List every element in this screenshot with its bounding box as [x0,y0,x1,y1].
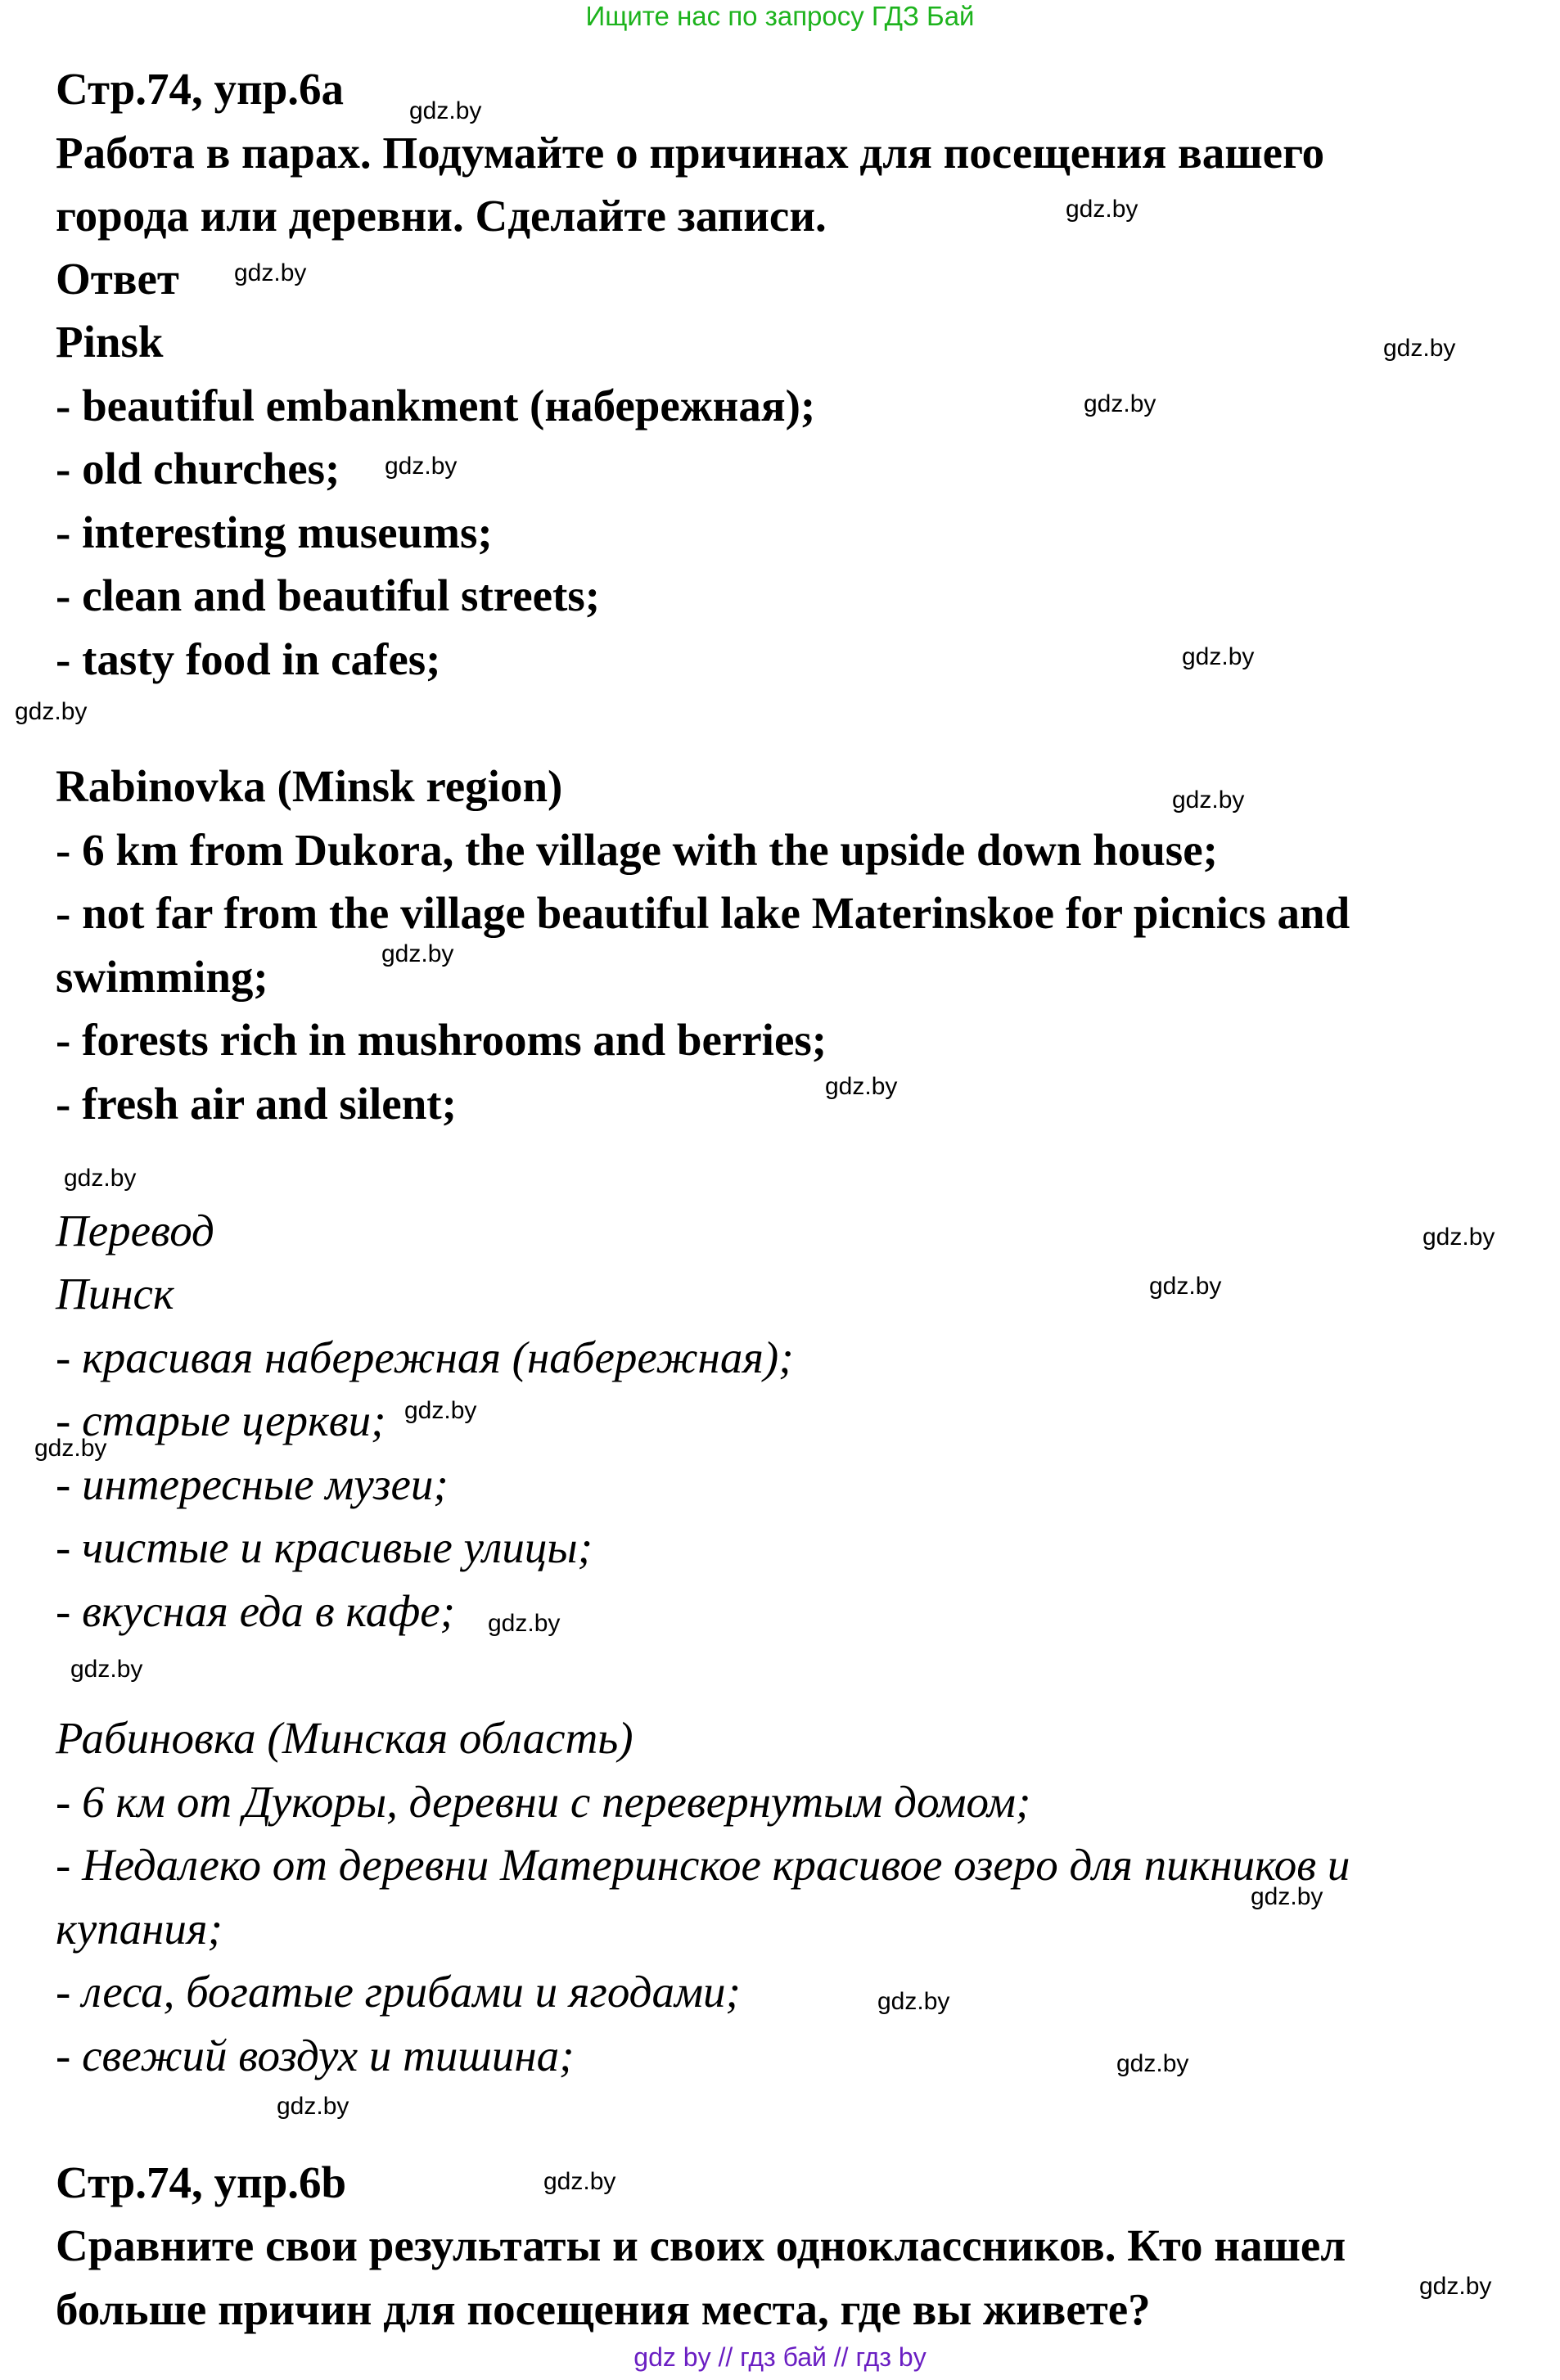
translation-label: Перевод [56,1206,214,1255]
watermark: gdz.by [1251,1883,1323,1910]
answer-label: Ответ [56,254,179,304]
watermark: gdz.by [877,1988,950,2015]
city2-name: Rabinovka (Minsk region) [56,761,563,811]
city1-item: - clean and beautiful streets; [56,570,601,620]
watermark: gdz.by [70,1656,143,1683]
watermark: gdz.by [277,2093,349,2120]
watermark: gdz.by [381,940,454,967]
city2-ru-item: - леса, богатые грибами и ягодами; [56,1967,741,2017]
city2-ru-item: - Недалеко от деревни Материнское красивое озеро для пикников и [56,1840,1350,1890]
watermark: gdz.by [385,453,458,480]
city1-name: Pinsk [56,317,164,367]
exercise-a-task-line-1: Работа в парах. Подумайте о причинах для посещения вашего [56,128,1325,178]
watermark: gdz.by [15,698,88,725]
watermark: gdz.by [1084,390,1156,417]
watermark: gdz.by [1149,1273,1222,1300]
watermark: gdz.by [404,1397,477,1424]
city2-item: - not far from the village beautiful lake Materinskoe for picnics and [56,888,1350,938]
watermark: gdz.by [1383,335,1456,362]
city1-item: - beautiful embankment (набережная); [56,381,816,430]
watermark: gdz.by [1172,787,1245,814]
exercise-b-task-line-1: Сравните свои результаты и своих одноклассников. Кто нашел [56,2220,1346,2270]
watermark: gdz.by [1419,2273,1492,2300]
watermark: gdz.by [34,1435,107,1462]
city1-ru-item: - старые церкви; [56,1395,386,1445]
city2-ru-name: Рабиновка (Минская область) [56,1713,633,1763]
city2-ru-item: - 6 км от Дукоры, деревни с перевернутым домом; [56,1777,1031,1827]
watermark: gdz.by [234,259,307,286]
city2-item: - fresh air and silent; [56,1079,457,1129]
exercise-b-task-line-2: больше причин для посещения места, где вы живете? [56,2284,1151,2334]
exercise-a-task-line-2: города или деревни. Сделайте записи. [56,191,827,241]
city1-ru-item: - красивая набережная (набережная); [56,1332,794,1382]
watermark: gdz.by [1422,1224,1495,1251]
city2-item: - 6 km from Dukora, the village with the upside down house; [56,825,1218,875]
watermark: gdz.by [64,1165,137,1192]
watermark: gdz.by [1116,2050,1189,2077]
city2-ru-item: - свежий воздух и тишина; [56,2031,575,2080]
city1-item: - old churches; [56,444,340,494]
city1-item: - tasty food in cafes; [56,634,441,684]
watermark: gdz.by [1182,643,1255,670]
footer-links[interactable]: gdz by // гдз бай // гдз by [633,2342,927,2372]
city1-ru-item: - чистые и красивые улицы; [56,1522,593,1572]
city1-ru-name: Пинск [56,1269,174,1318]
exercise-a-heading: Стр.74, упр.6а [56,64,345,114]
top-banner[interactable]: Ищите нас по запросу ГДЗ Бай [585,1,975,31]
watermark: gdz.by [488,1610,561,1637]
exercise-b-heading: Стр.74, упр.6b [56,2157,347,2207]
city2-ru-item: купания; [56,1904,223,1954]
watermark: gdz.by [825,1073,898,1100]
city1-item: - interesting museums; [56,507,493,557]
city2-item: swimming; [56,952,268,1002]
city2-item: - forests rich in mushrooms and berries; [56,1015,827,1065]
watermark: gdz.by [1066,196,1138,223]
watermark: gdz.by [543,2168,616,2195]
watermark: gdz.by [409,97,482,124]
city1-ru-item: - интересные музеи; [56,1459,449,1509]
city1-ru-item: - вкусная еда в кафе; [56,1586,455,1636]
